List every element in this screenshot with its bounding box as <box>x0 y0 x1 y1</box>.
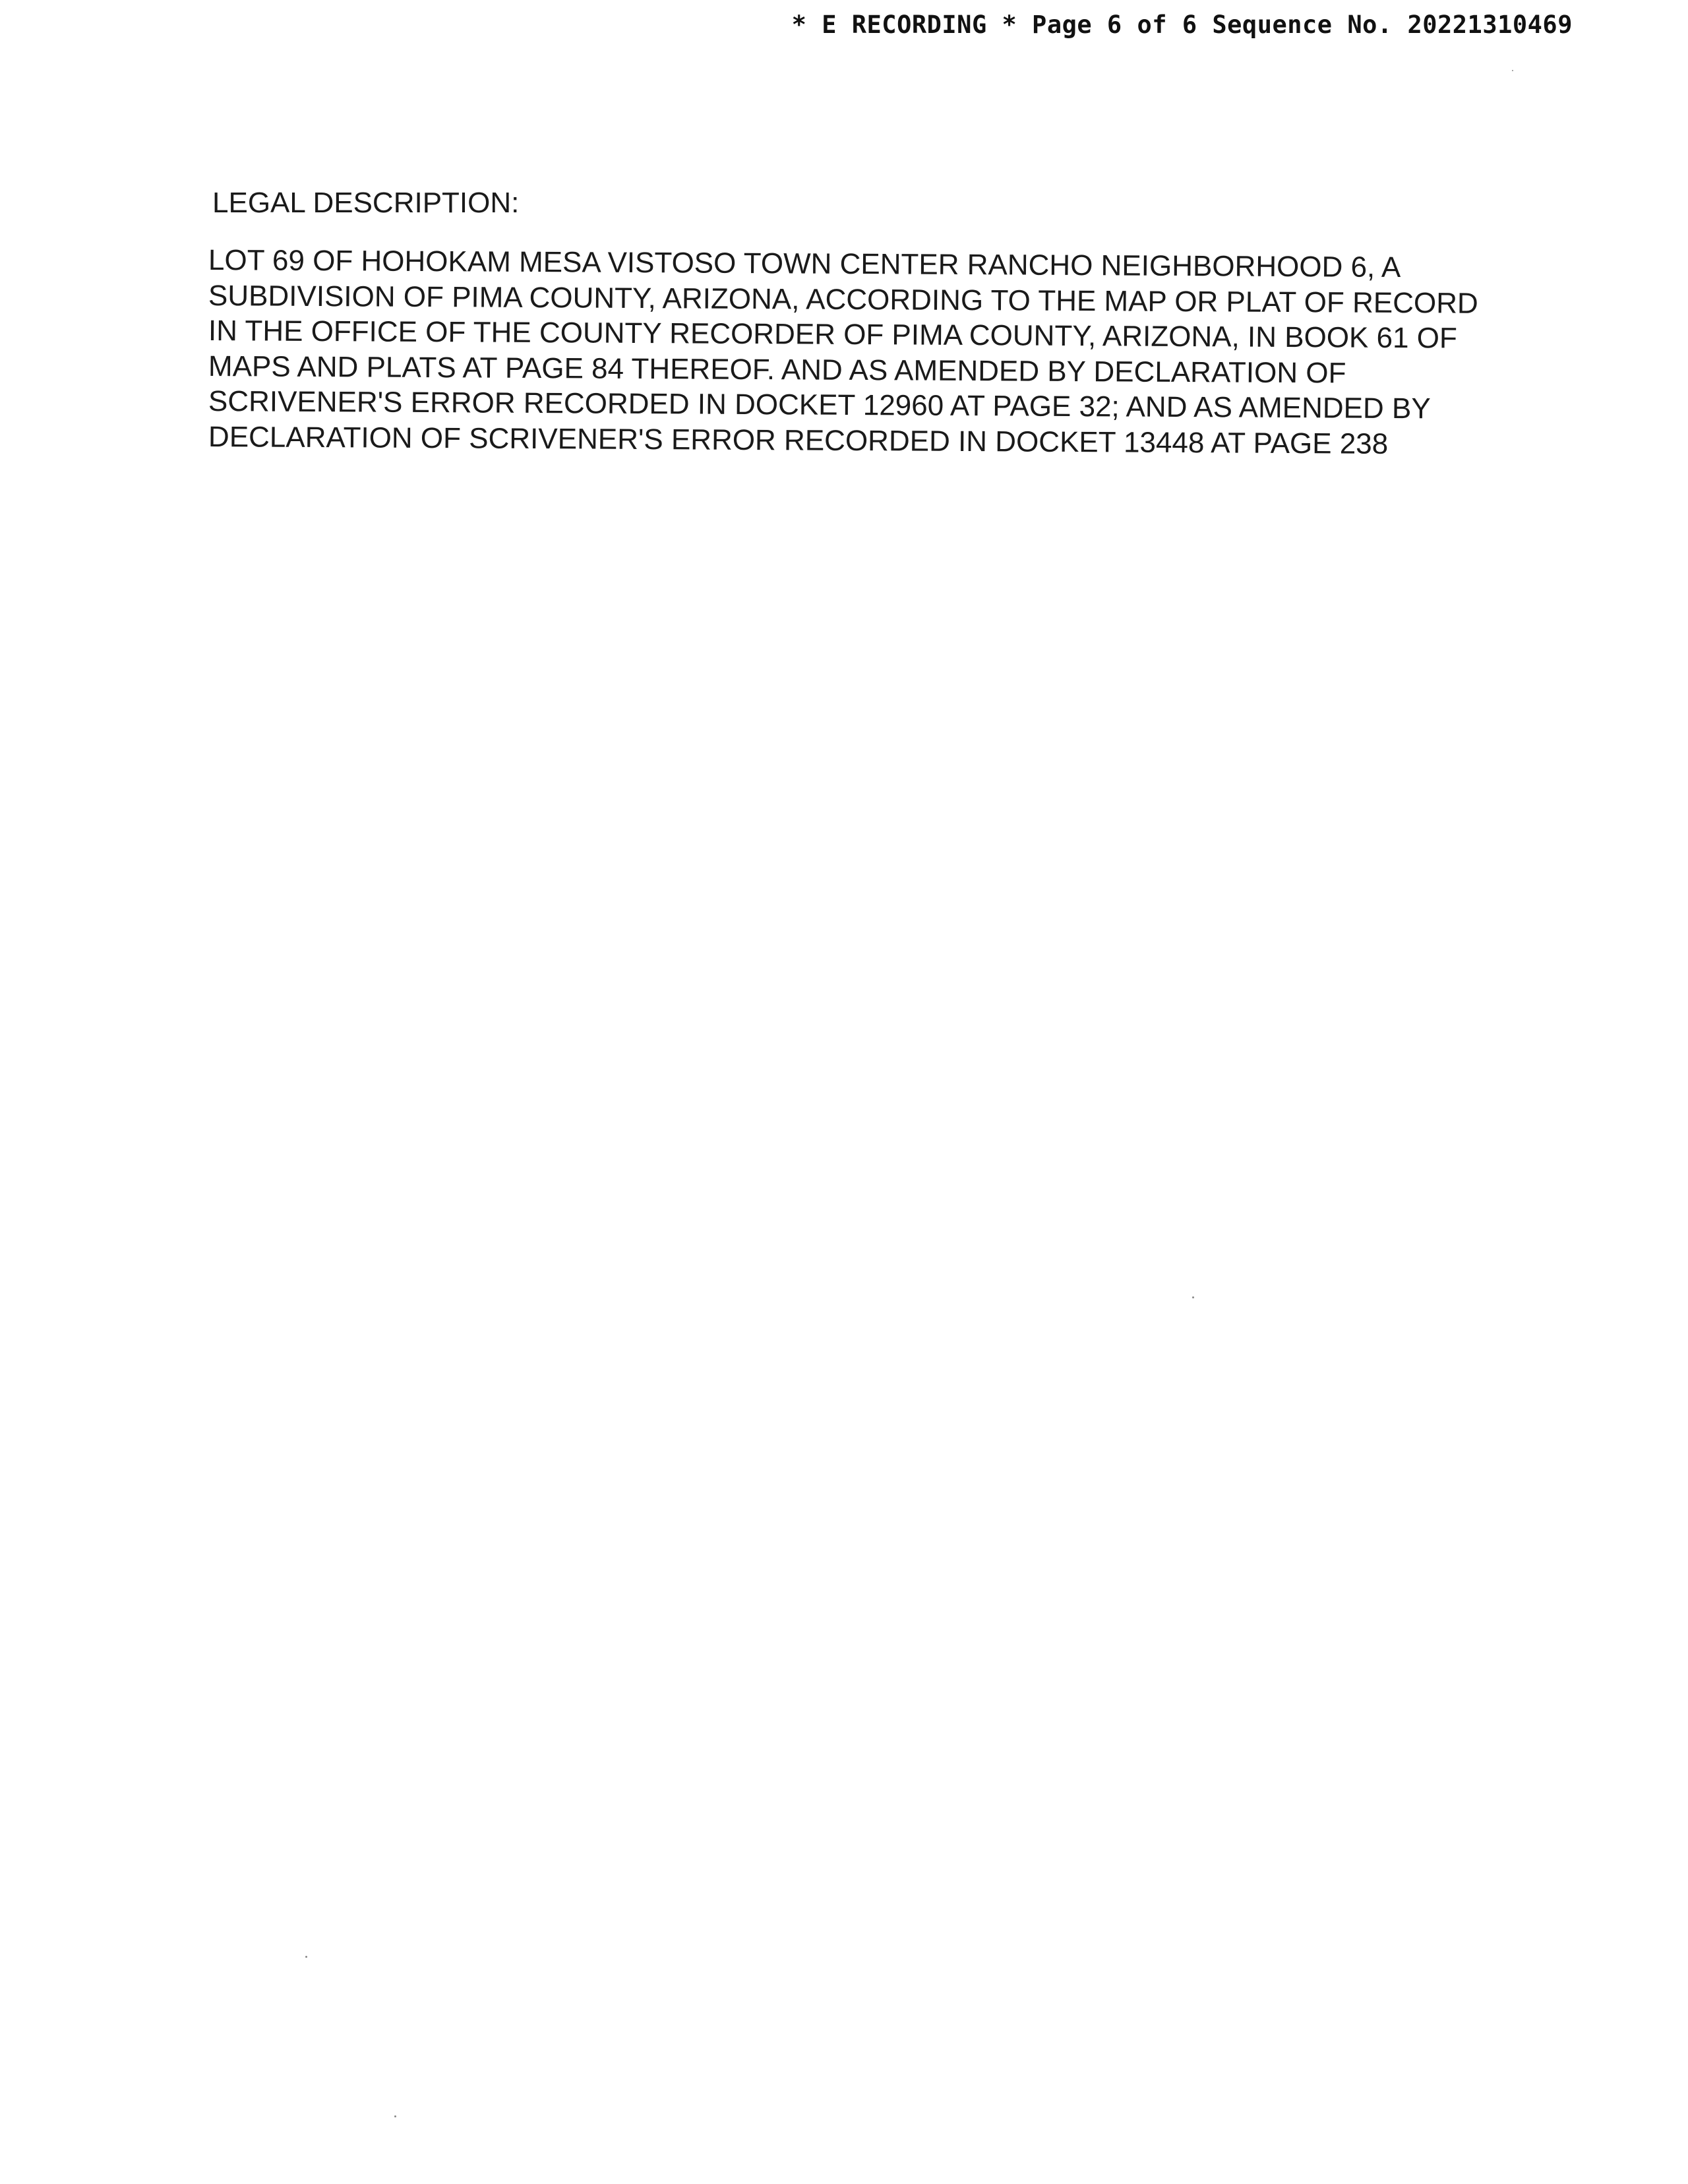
scan-speck <box>305 1956 307 1958</box>
scan-speck <box>394 2115 396 2117</box>
legal-description-line: LOT 69 OF HOHOKAM MESA VISTOSO TOWN CENTER RANCHO NEIGHBORHOOD 6, A <box>208 244 1401 284</box>
legal-description-line: SUBDIVISION OF PIMA COUNTY, ARIZONA, ACCORDING TO THE MAP OR PLAT OF RECORD <box>208 279 1478 320</box>
legal-description-line: MAPS AND PLATS AT PAGE 84 THEREOF. AND AS AMENDED BY DECLARATION OF <box>208 349 1346 390</box>
scan-speck <box>1512 70 1513 71</box>
legal-description-line: SCRIVENER'S ERROR RECORDED IN DOCKET 12960 AT PAGE 32; AND AS AMENDED BY <box>208 385 1431 425</box>
recording-stamp: * E RECORDING * Page 6 of 6 Sequence No. 20221310469 <box>791 11 1573 39</box>
legal-description-body <box>208 243 1527 460</box>
legal-description-heading: LEGAL DESCRIPTION: <box>212 187 520 219</box>
legal-description-line: DECLARATION OF SCRIVENER'S ERROR RECORDED IN DOCKET 13448 AT PAGE 238 <box>208 420 1389 460</box>
legal-description-line: IN THE OFFICE OF THE COUNTY RECORDER OF PIMA COUNTY, ARIZONA, IN BOOK 61 OF <box>208 315 1458 355</box>
scan-speck <box>1192 1296 1194 1298</box>
